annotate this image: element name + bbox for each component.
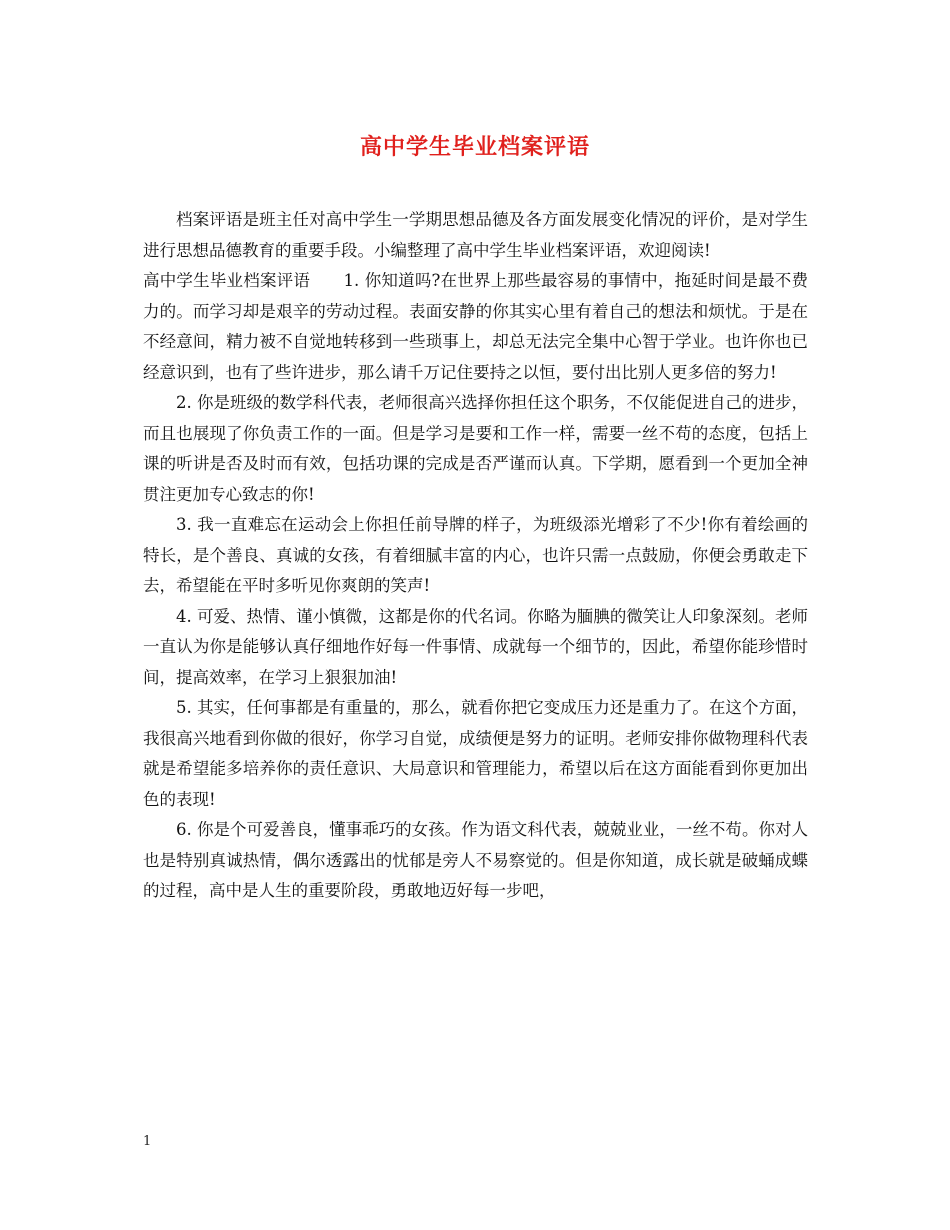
- comment-paragraph-3: 3. 我一直难忘在运动会上你担任前导牌的样子，为班级添光增彩了不少!你有着绘画的特长，是个善良、真诚的女孩，有着细腻丰富的内心，也许只需一点鼓励，你便会勇敢走下去，希望能在平时多听见你爽朗的笑声!: [143, 515, 808, 595]
- document-body: [143, 205, 808, 907]
- comment-paragraph-5: 5. 其实，任何事都是有重量的，那么，就看你把它变成压力还是重力了。在这个方面，我很高兴地看到你做的很好，你学习自觉，成绩便是努力的证明。老师安排你做物理科代表就是希望能多培养你的责任意识、大局意识和管理能力，希望以后在这方面能看到你更加出色的表现!: [143, 698, 808, 809]
- intro-paragraph: 档案评语是班主任对高中学生一学期思想品德及各方面发展变化情况的评价，是对学生进行思想品德教育的重要手段。小编整理了高中学生毕业档案评语，欢迎阅读!: [143, 210, 808, 260]
- page-title: 高中学生毕业档案评语: [359, 134, 590, 160]
- comment-paragraph-4: 4. 可爱、热情、谨小慎微，这都是你的代名词。你略为腼腆的微笑让人印象深刻。老师一直认为你是能够认真仔细地作好每一件事情、成就每一个细节的，因此，希望你能珍惜时间，提高效率，在学习上狠狠加油!: [143, 606, 808, 687]
- comment-paragraph-2: 2. 你是班级的数学科代表，老师很高兴选择你担任这个职务，不仅能促进自己的进步，而且也展现了你负责工作的一面。但是学习是要和工作一样，需要一丝不苟的态度，包括上课的听讲是否及时而有效，包括功课的完成是否严谨而认真。下学期，愿看到一个更加全神贯注更加专心致志的你!: [143, 393, 808, 504]
- comment-paragraph-1: 高中学生毕业档案评语 1. 你知道吗?在世界上那些最容易的事情中，拖延时间是最不费力的。而学习却是艰辛的劳动过程。表面安静的你其实心里有着自己的想法和烦忧。于是在不经意间，精力被不自觉地转移到一些琐事上，却总无法完全集中心智于学业。也许你也已经意识到，也有了些许进步，那么请千万记住要持之以恒，要付出比别人更多倍的努力!: [143, 271, 808, 382]
- page-number: 1: [143, 1134, 152, 1149]
- comment-paragraph-6: 6. 你是个可爱善良，懂事乖巧的女孩。作为语文科代表，兢兢业业，一丝不苟。你对人也是特别真诚热情，偶尔透露出的忧郁是旁人不易察觉的。但是你知道，成长就是破蛹成蝶的过程，高中是人生的重要阶段，勇敢地迈好每一步吧，: [143, 820, 808, 900]
